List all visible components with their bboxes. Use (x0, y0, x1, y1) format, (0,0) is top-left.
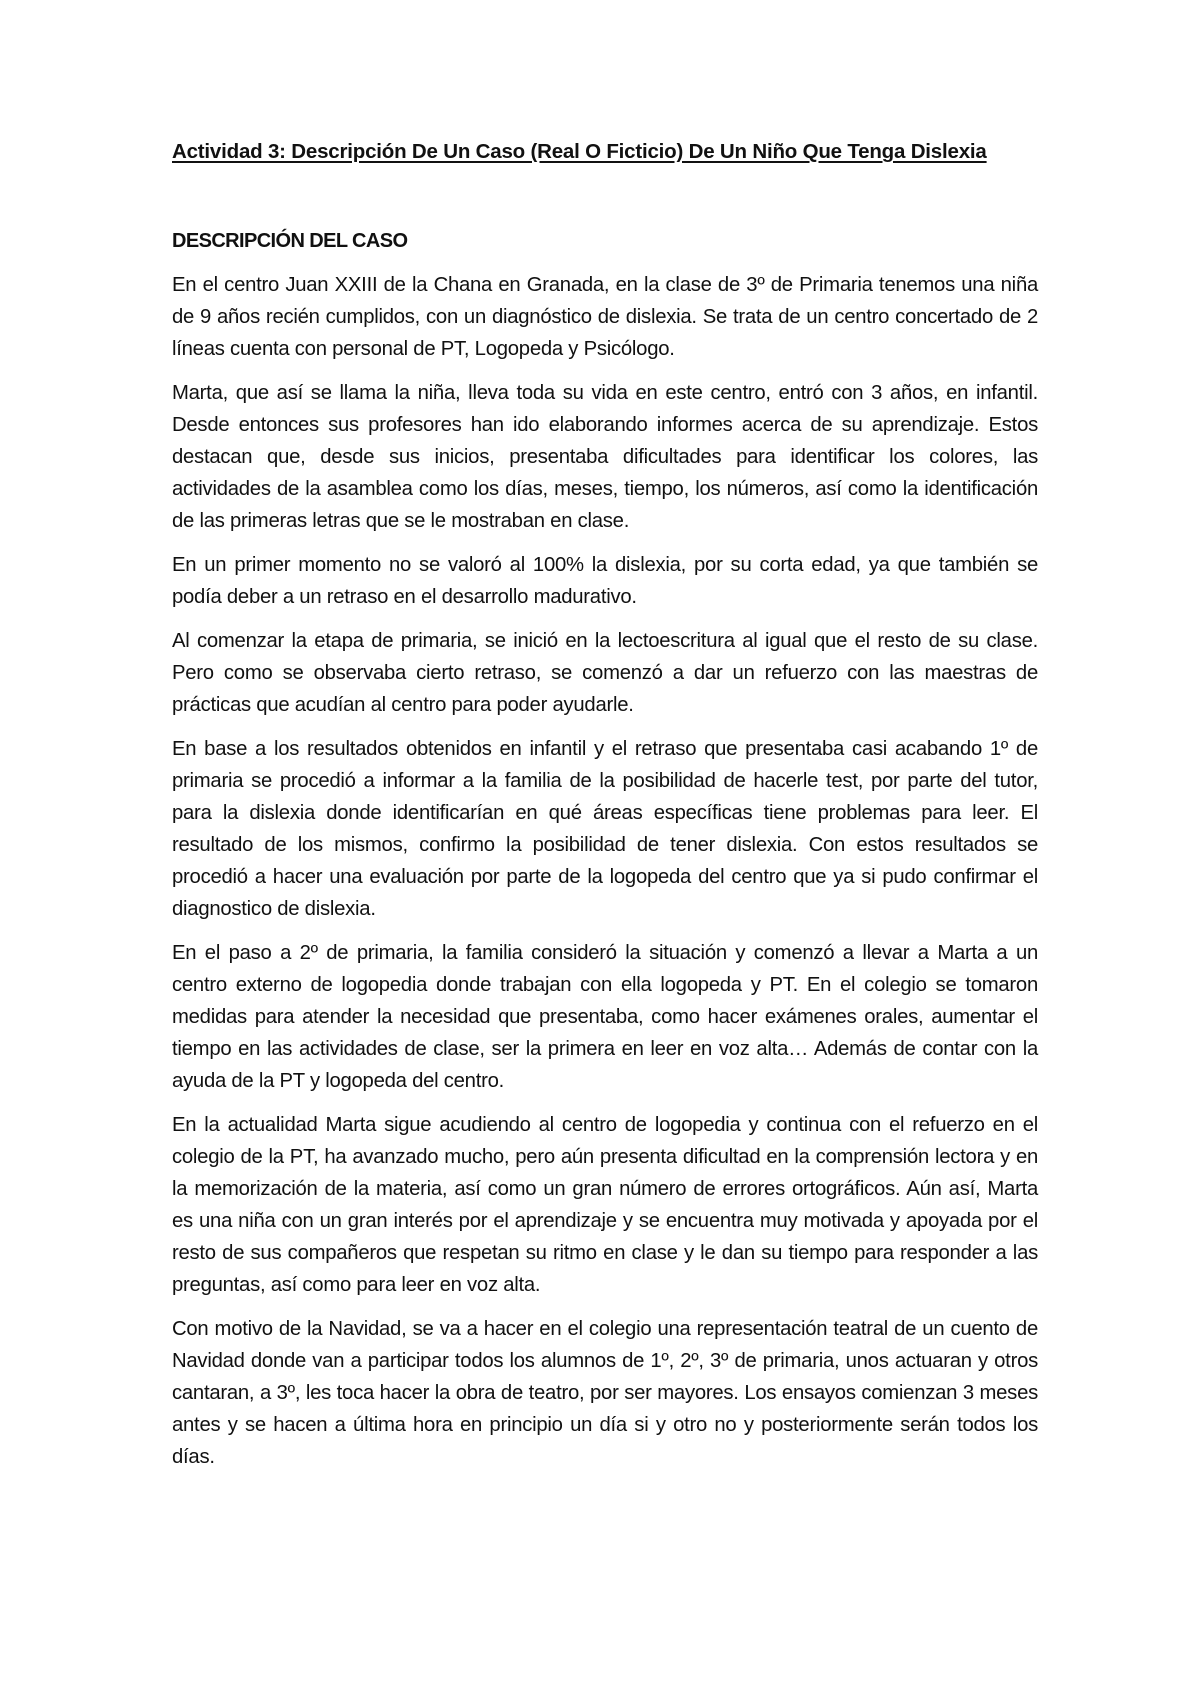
document-title: Actividad 3: Descripción De Un Caso (Real O Ficticio) De Un Niño Que Tenga Dislexia (172, 140, 987, 163)
document-page (172, 140, 1038, 1485)
paragraph-4: Al comenzar la etapa de primaria, se inició en la lectoescritura al igual que el resto de su clase. Pero como se observaba cierto retraso, se comenzó a dar un refuerzo con las maestras de prácticas que acudían al centro para poder ayudarle. (172, 630, 1038, 716)
paragraph-8: Con motivo de la Navidad, se va a hacer en el colegio una representación teatral de un cuento de Navidad donde van a participar todos los alumnos de 1º, 2º, 3º de primaria, unos actuaran y otros cantaran, a 3º, les toca hacer la obra de teatro, por ser mayores. Los ensayos comienzan 3 meses antes y se hacen a última hora en principio un día si y otro no y posteriormente serán todos los días. (172, 1318, 1038, 1468)
paragraph-1: En el centro Juan XXIII de la Chana en Granada, en la clase de 3º de Primaria tenemos una niña de 9 años recién cumplidos, con un diagnóstico de dislexia. Se trata de un centro concertado de 2 líneas cuenta con personal de PT, Logopeda y Psicólogo. (172, 274, 1038, 360)
paragraph-3: En un primer momento no se valoró al 100% la dislexia, por su corta edad, ya que también se podía deber a un retraso en el desarrollo madurativo. (172, 554, 1038, 608)
paragraph-2: Marta, que así se llama la niña, lleva toda su vida en este centro, entró con 3 años, en infantil. Desde entonces sus profesores han ido elaborando informes acerca de su aprendizaje. Estos destacan que, desde sus inicios, presentaba dificultades para identificar los colores, las actividades de la asamblea como los días, meses, tiempo, los números, así como la identificación de las primeras letras que se le mostraban en clase. (172, 382, 1038, 532)
paragraph-6: En el paso a 2º de primaria, la familia consideró la situación y comenzó a llevar a Marta a un centro externo de logopedia donde trabajan con ella logopeda y PT. En el colegio se tomaron medidas para atender la necesidad que presentaba, como hacer exámenes orales, aumentar el tiempo en las actividades de clase, ser la primera en leer en voz alta… Además de contar con la ayuda de la PT y logopeda del centro. (172, 942, 1038, 1092)
paragraph-5: En base a los resultados obtenidos en infantil y el retraso que presentaba casi acabando 1º de primaria se procedió a informar a la familia de la posibilidad de hacerle test, por parte del tutor, para la dislexia donde identificarían en qué áreas específicas tiene problemas para leer. El resultado de los mismos, confirmo la posibilidad de tener dislexia. Con estos resultados se procedió a hacer una evaluación por parte de la logopeda del centro que ya si pudo confirmar el diagnostico de dislexia. (172, 738, 1038, 920)
section-heading: DESCRIPCIÓN DEL CASO (172, 230, 408, 252)
paragraph-7: En la actualidad Marta sigue acudiendo al centro de logopedia y continua con el refuerzo en el colegio de la PT, ha avanzado mucho, pero aún presenta dificultad en la comprensión lectora y en la memorización de la materia, así como un gran número de errores ortográficos. Aún así, Marta es una niña con un gran interés por el aprendizaje y se encuentra muy motivada y apoyada por el resto de sus compañeros que respetan su ritmo en clase y le dan su tiempo para responder a las preguntas, así como para leer en voz alta. (172, 1114, 1038, 1296)
